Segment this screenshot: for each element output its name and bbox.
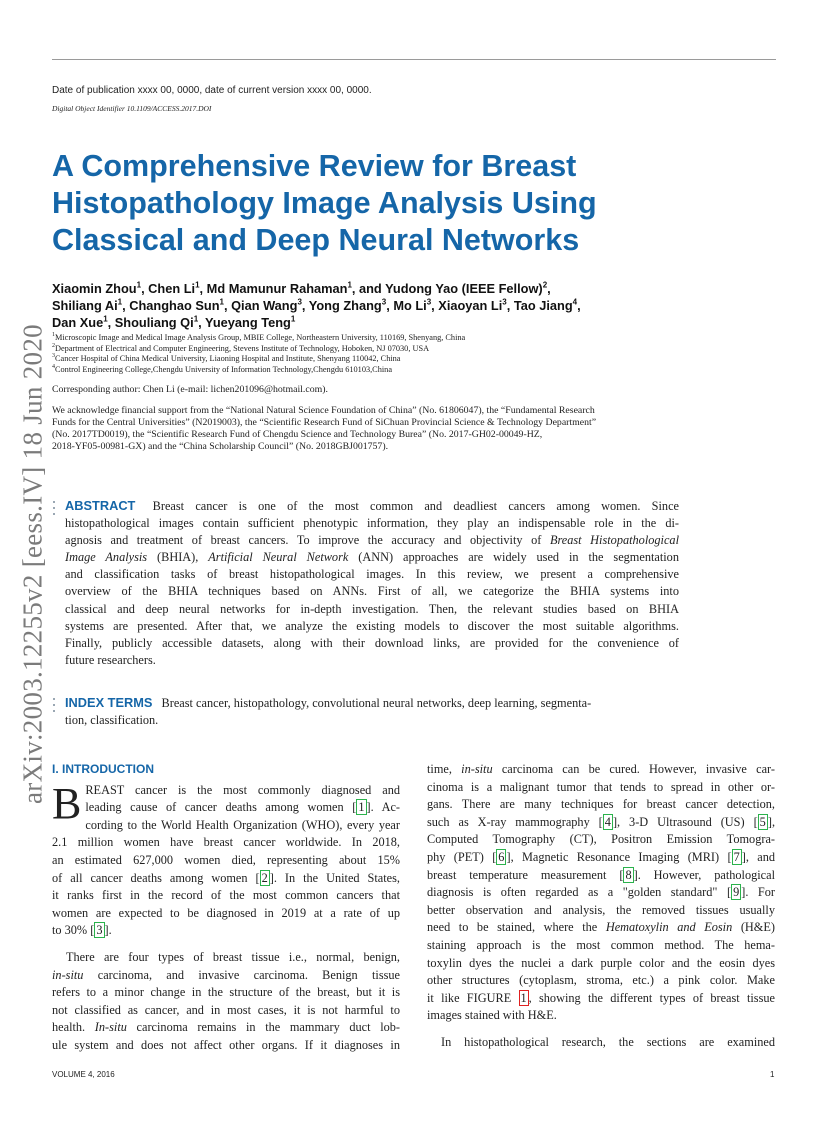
author-name: , Md Mamunur Rahaman bbox=[199, 281, 348, 296]
citation-link[interactable]: 3 bbox=[96, 923, 103, 938]
affiliation: $^3$Cancer Hospital of China Medical University, Liaoning Hospital and Institute, Shenyang 110042, China bbox=[52, 353, 401, 364]
affil-mark: 1 bbox=[219, 297, 224, 307]
author-name: , Yueyang Teng bbox=[198, 315, 291, 330]
citation-link[interactable]: 5 bbox=[759, 814, 766, 829]
author-name: , and Yudong Yao (IEEE Fellow) bbox=[351, 281, 543, 296]
author-name: Xiaomin Zhou bbox=[52, 281, 137, 296]
author-line bbox=[52, 297, 672, 314]
right-column: time, in-situ carcinoma can be cured. However, invasive car- cinoma is a malignant tumor that tends to spread in other or- gans. There are many techniques for breast cancer detection, such as X-ray mammography [ 4 ], 3-D Ultrasound (US) [ 5 ], Computed Tomography (CT), Positron Emission Tomogra- phy (PET) [ 6 ], Magnetic Resonance Imaging (MRI) [ 7 ], and breast temperature measurement [ 8 ]. However, pathological diagnosis is often regarded as a "golden standard" [ 9 ]. For better observation and analysis, the removed tissues usually need to be stained, where the Hematoxylin and Eosin (H&E) staining approach is the most common method. The hema- toxylin dyes the nuclei a dark purple color and the eosin dyes other structures (cytoplasm, stroma, etc.) a pink color. Make it like FIGURE 1 , showing the different types of breast tissue images stained with H&E. In histopathological research, the sections are examined bbox=[427, 762, 776, 1049]
doi-text: Digital Object Identifier 10.1109/ACCESS.2017.DOI bbox=[52, 104, 212, 113]
affil-mark: 1 bbox=[347, 280, 352, 290]
citation-link[interactable]: 2 bbox=[261, 870, 268, 885]
volume-footer: VOLUME 4, 2016 bbox=[52, 1070, 115, 1079]
affil-mark: 1 bbox=[193, 314, 199, 324]
ack-line: (No. 2017TD0019), the “Scientific Research Fund of Chengdu Science and Technology Burea” (No. 2017-GH02-00049-HZ, bbox=[52, 429, 543, 440]
affil-mark: 1 bbox=[290, 314, 296, 324]
title-line: Histopathology Image Analysis Using bbox=[52, 186, 597, 220]
citation-link[interactable]: 9 bbox=[733, 885, 740, 900]
affiliation: $^2$Department of Electrical and Computer Engineering, Stevens Institute of Technology, Hoboken, NJ 07030, USA bbox=[52, 342, 430, 353]
author-sep: , bbox=[577, 298, 581, 313]
ack-line: Funds for the Central Universities” (N2019003), the “Scientific Research Fund of SiChuan Provincial Science & Technology Department” bbox=[52, 417, 597, 428]
abstract: ABSTRACT Breast cancer is one of the most common and deadliest cancers among women. Since histopathological images contain sufficient phenotypic information, they play an indispensable role in the di- agnosis and treatment of breast cancers. To improve the accuracy and objectivity of Breast Histopathological Image Analysis (BHIA), Artificial Neural Network (ANN) approaches are widely used in the segmentation and classification tasks of breast histopathological images. In this review, we present a comprehensive overview of the BHIA techniques based on ANNs. First of all, we categorize the BHIA systems into classical and deep neural networks for in-depth investigation. Then, the relevant studies based on BHIA systems are presented. After that, we analyze the existing models to discover the most suitable algorithms. Finally, publicly accessible datasets, along with their download links, are provided for the convenience of future researchers. bbox=[65, 498, 680, 667]
affil-mark: 1 bbox=[117, 297, 123, 307]
left-column: I. INTRODUCTION B REAST cancer is the most commonly diagnosed and leading cause of cancer deaths among women [ 1 ]. Ac- cording to the World Health Organization (WHO), every year 2.1 million women have breast cancer worldwide. In 2018, an estimated 627,000 women died, representing about 15% of all cancer deaths among women [ 2 ]. In the United States, it ranks first in the record of the most common cancers that women are expected to be diagnosed in 2019 at a rate of up to 30% [ 3 ]. There are four types of breast tissue i.e., normal, benign, in-situ carcinoma, and invasive carcinoma. Benign tissue refers to a minor change in the structure of the breast, but it is not classified as cancer, and in most cases, it is not harmful to health. In-situ carcinoma remains in the mammary duct lob- ule system and does not affect other organs. If it diagnoses in bbox=[52, 762, 401, 1052]
affil-mark: 1 bbox=[195, 280, 200, 290]
publication-date: Date of publication xxxx 00, 0000, date of current version xxxx 00, 0000. bbox=[52, 85, 372, 96]
author-line bbox=[52, 280, 672, 297]
affiliation-list bbox=[52, 333, 752, 375]
drop-cap: B bbox=[52, 778, 82, 828]
citation-link[interactable]: 8 bbox=[625, 867, 632, 882]
title-line: Classical and Deep Neural Networks bbox=[52, 223, 580, 257]
author-name: , Tao Jiang bbox=[506, 298, 573, 313]
arxiv-stamp: arXiv:2003.12255v2 [eess.IV] 18 Jun 2020 bbox=[17, 324, 48, 804]
index-terms: INDEX TERMS Breast cancer, histopathology, convolutional neural networks, deep learning, segmenta- tion, classification. bbox=[65, 695, 592, 728]
author-name: , Qian Wang bbox=[223, 298, 298, 313]
author-list bbox=[52, 280, 672, 331]
figure-link[interactable]: 1 bbox=[520, 990, 527, 1005]
author-name: , Chen Li bbox=[141, 281, 196, 296]
citation-link[interactable]: 4 bbox=[604, 814, 611, 829]
title-line: A Comprehensive Review for Breast bbox=[52, 149, 577, 183]
page-number: 1 bbox=[770, 1070, 775, 1079]
affil-mark: 3 bbox=[502, 297, 507, 307]
index-terms-label: INDEX TERMS bbox=[65, 695, 153, 710]
author-name: , Xiaoyan Li bbox=[431, 298, 503, 313]
index-terms-dots bbox=[53, 698, 57, 716]
acknowledgement bbox=[52, 405, 672, 453]
author-line bbox=[52, 314, 672, 331]
author-name: , Yong Zhang bbox=[301, 298, 382, 313]
header-rule bbox=[52, 59, 776, 60]
affiliation: $^4$Control Engineering College,Chengdu University of Information Technology,Chengdu 610103,China bbox=[52, 364, 393, 374]
abstract-dots bbox=[53, 501, 57, 519]
abstract-label: ABSTRACT bbox=[65, 498, 136, 513]
corresponding-author: Corresponding author: Chen Li (e-mail: lichen201096@hotmail.com). bbox=[52, 384, 328, 395]
citation-link[interactable]: 7 bbox=[733, 849, 740, 864]
ack-line: 2018-YF05-00981-GX) and the “China Scholarship Council” (No. 2018GBJ001757). bbox=[52, 441, 389, 452]
author-name: Shiliang Ai bbox=[52, 298, 118, 313]
affil-mark: 1 bbox=[103, 314, 108, 324]
affil-mark: 3 bbox=[381, 297, 387, 307]
paper-title bbox=[52, 148, 692, 259]
author-name: , Mo Li bbox=[386, 298, 427, 313]
arxiv-sidebar bbox=[9, 294, 57, 834]
author-name: , Changhao Sun bbox=[122, 298, 220, 313]
affil-mark: 1 bbox=[136, 280, 142, 290]
section-heading: I. INTRODUCTION bbox=[52, 762, 154, 776]
author-sep: , bbox=[547, 281, 551, 296]
affiliation: $^1$Microscopic Image and Medical Image Analysis Group, MBIE College, Northeastern University, 110169, Shenyang, China bbox=[52, 332, 466, 342]
ack-line: We acknowledge financial support from the “National Natural Science Foundation of China” (No. 61806047), the “Fundamental Research bbox=[52, 405, 595, 416]
affil-mark: 3 bbox=[426, 297, 432, 307]
author-name: , Shouliang Qi bbox=[107, 315, 194, 330]
affil-mark: 3 bbox=[297, 297, 302, 307]
affil-mark: 2 bbox=[542, 280, 548, 290]
citation-link[interactable]: 1 bbox=[358, 800, 365, 815]
author-name: Dan Xue bbox=[52, 315, 104, 330]
affil-mark: 4 bbox=[572, 297, 578, 307]
citation-link[interactable]: 6 bbox=[498, 849, 505, 864]
